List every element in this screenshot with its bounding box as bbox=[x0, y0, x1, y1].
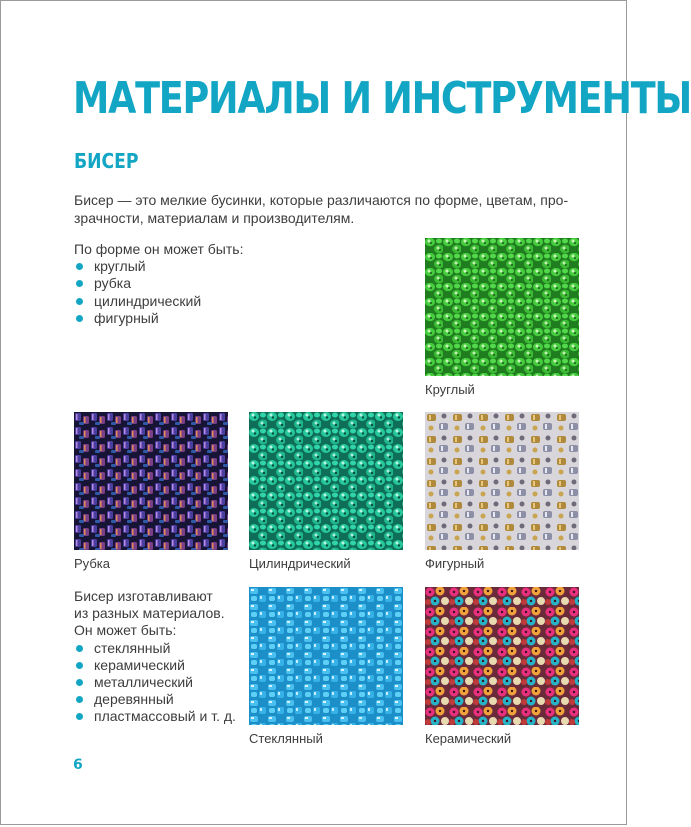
shapes-list-item: цилиндрический bbox=[74, 293, 243, 310]
shapes-list-item: фигурный bbox=[74, 310, 243, 327]
materials-list-item: стеклянный bbox=[74, 640, 236, 657]
ceramic-beads-photo bbox=[425, 587, 579, 725]
photo-caption: Рубка bbox=[74, 556, 110, 571]
photo-caption: Фигурный bbox=[425, 556, 485, 571]
section-title: БИСЕР bbox=[74, 149, 139, 173]
cylinder-beads-photo bbox=[249, 412, 403, 550]
page-number: 6 bbox=[73, 757, 83, 773]
bugle-purple-beads-icon bbox=[74, 412, 228, 550]
bullet-icon bbox=[76, 696, 83, 703]
shapes-list-item: рубка bbox=[74, 275, 243, 292]
shapes-block bbox=[74, 241, 243, 327]
bullet-icon bbox=[76, 315, 83, 322]
bullet-icon bbox=[76, 679, 83, 686]
materials-list-item: деревянный bbox=[74, 691, 236, 708]
intro-line: зрачности, материалам и производителям. bbox=[74, 210, 355, 226]
page-title: МАТЕРИАЛЫ И ИНСТРУМЕНТЫ bbox=[73, 73, 691, 124]
materials-heading: из разных материалов. bbox=[74, 605, 225, 622]
shapes-list-item: круглый bbox=[74, 258, 243, 275]
bullet-icon bbox=[76, 263, 83, 270]
materials-list bbox=[74, 640, 236, 726]
bullet-icon bbox=[76, 662, 83, 669]
intro-paragraph bbox=[74, 191, 569, 227]
bullet-icon bbox=[76, 645, 83, 652]
bugle-beads-photo bbox=[74, 412, 228, 550]
photo-caption: Керамический bbox=[425, 731, 512, 746]
round-beads-photo bbox=[425, 238, 579, 376]
intro-line: Бисер — это мелкие бусинки, которые различаются по форме, цветам, про- bbox=[74, 192, 569, 208]
blue-glass-beads-icon bbox=[249, 587, 403, 725]
multicolor-ceramic-beads-icon bbox=[425, 587, 579, 725]
shaped-beads-photo bbox=[425, 412, 579, 550]
photo-caption: Цилиндрический bbox=[249, 556, 351, 571]
materials-block bbox=[74, 588, 236, 726]
photo-caption: Круглый bbox=[425, 382, 475, 397]
metallic-shaped-beads-icon bbox=[425, 412, 579, 550]
materials-list-item: пластмассовый и т. д. bbox=[74, 708, 236, 725]
materials-heading: Бисер изготавливают bbox=[74, 588, 213, 604]
shapes-heading: По форме он может быть: bbox=[74, 241, 244, 257]
photo-caption: Стеклянный bbox=[249, 731, 323, 746]
bullet-icon bbox=[76, 280, 83, 287]
bullet-icon bbox=[76, 298, 83, 305]
shapes-list bbox=[74, 258, 243, 327]
bullet-icon bbox=[76, 713, 83, 720]
turquoise-cylinder-beads-icon bbox=[249, 412, 403, 550]
materials-list-item: металлический bbox=[74, 674, 236, 691]
materials-list-item: керамический bbox=[74, 657, 236, 674]
materials-heading: Он может быть: bbox=[74, 622, 177, 639]
glass-beads-photo bbox=[249, 587, 403, 725]
round-green-beads-icon bbox=[425, 238, 579, 376]
